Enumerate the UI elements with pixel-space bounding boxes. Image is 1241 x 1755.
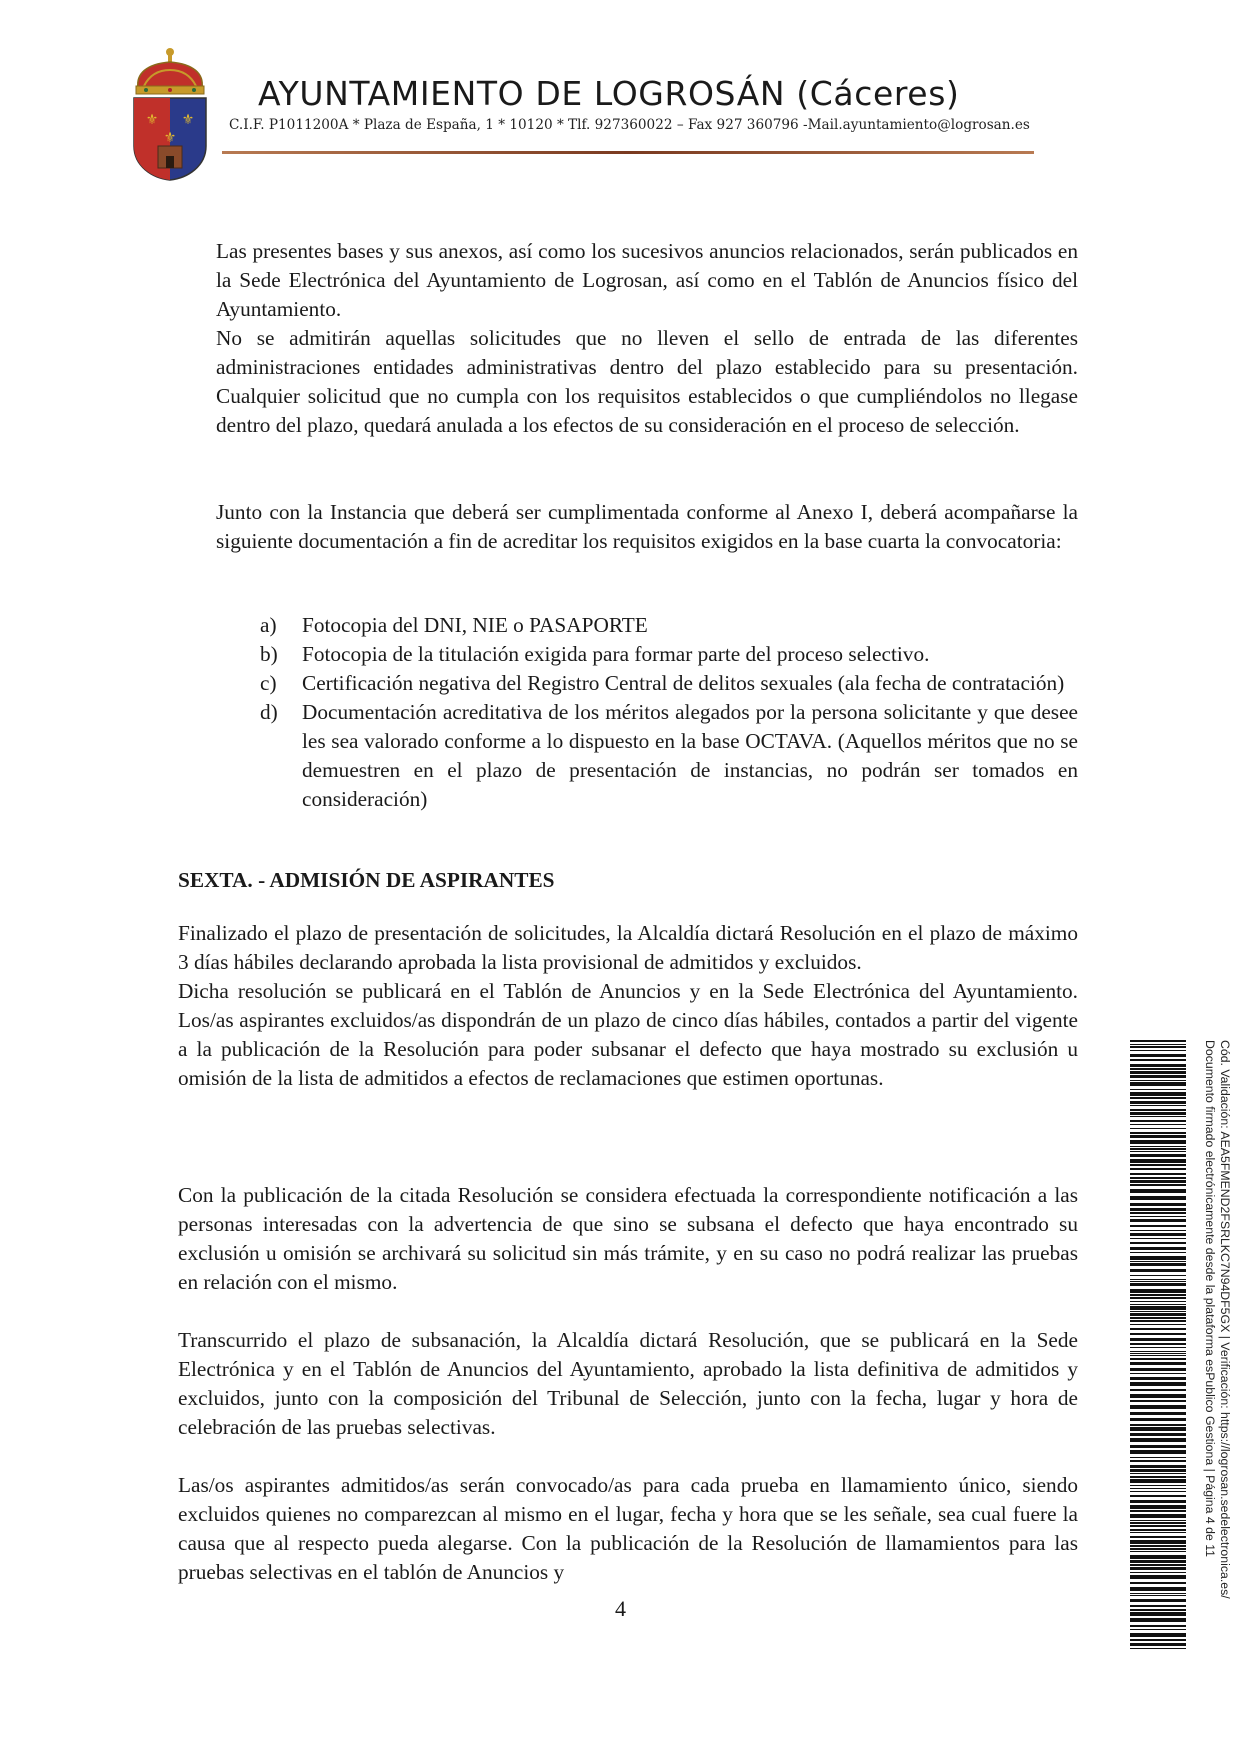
paragraph: Las/os aspirantes admitidos/as serán convocado/as para cada prueba en llamamiento único, siendo excluidos quienes no comparezcan al mismo en el lugar, fecha y hora que se les señale, sea cual fuere la causa que al respecto pueda alegarse. Con la publicación de la Resolución de llamamientos para las pruebas selectivas en el tablón de Anuncios y xyxy=(178,1473,1078,1584)
list-item-text: Certificación negativa del Registro Central de delitos sexuales (ala fecha de contratación) xyxy=(302,671,1065,695)
section-body xyxy=(178,919,1078,1093)
coat-of-arms-icon xyxy=(130,46,210,182)
list-item-text: Documentación acreditativa de los méritos alegados por la persona solicitante y que desee les sea valorado conforme a lo dispuesto en la base OCTAVA. (Aquellos méritos que no se demuestren en el plazo de presentación de instancias, no podrán ser tomados en consideración) xyxy=(302,700,1078,811)
verification-code-text: Cód. Validación: AEA5FMEND2FSRLKC7N94DF5GX | Verificación: https://logrosan.sedelectronica.es/ xyxy=(1218,1040,1232,1599)
svg-text:⚜: ⚜ xyxy=(163,131,177,146)
paragraph-block xyxy=(178,1181,1078,1297)
paragraph-block xyxy=(178,1471,1078,1587)
header-title: AYUNTAMIENTO DE LOGROSÁN (Cáceres) xyxy=(258,74,960,113)
verification-strip xyxy=(1192,1040,1232,1650)
header-divider xyxy=(222,151,1034,154)
verification-signature-text: Documento firmado electrónicamente desde la plataforma esPublico Gestiona | Página 4 de 11 xyxy=(1203,1040,1217,1558)
header-contact: C.I.F. P1011200A * Plaza de España, 1 * 10120 * Tlf. 927360022 – Fax 927 360796 -Mail.ayuntamiento@logrosan.es xyxy=(229,117,1030,133)
list-marker: d) xyxy=(260,700,278,724)
paragraph-block xyxy=(178,1326,1078,1442)
list-item xyxy=(260,669,1078,698)
paragraph: Junto con la Instancia que deberá ser cumplimentada conforme al Anexo I, deberá acompañarse la siguiente documentación a fin de acreditar los requisitos exigidos en la base cuarta la convocatoria: xyxy=(216,500,1078,553)
list-marker: a) xyxy=(260,613,277,637)
paragraph: Transcurrido el plazo de subsanación, la Alcaldía dictará Resolución, que se publicará en la Sede Electrónica y en el Tablón de Anuncios del Ayuntamiento, aprobado la lista definitiva de admitidos y excluidos, junto con la composición del Tribunal de Selección, junto con la fecha, lugar y hora de celebración de las pruebas selectivas. xyxy=(178,1328,1078,1439)
paragraph: Finalizado el plazo de presentación de solicitudes, la Alcaldía dictará Resolución en el plazo de máximo 3 días hábiles declarando aprobada la lista provisional de admitidos y excluidos. xyxy=(178,921,1078,974)
paragraph: Las presentes bases y sus anexos, así como los sucesivos anuncios relacionados, serán publicados en la Sede Electrónica del Ayuntamiento de Logrosan, así como en el Tablón de Anuncios físico del Ayuntamiento. xyxy=(216,239,1078,321)
svg-text:⚜: ⚜ xyxy=(145,113,159,128)
list-marker: b) xyxy=(260,642,278,666)
page-number: 4 xyxy=(615,1596,626,1621)
list-item-text: Fotocopia del DNI, NIE o PASAPORTE xyxy=(302,613,648,637)
section-heading: SEXTA. - ADMISIÓN DE ASPIRANTES xyxy=(178,868,555,892)
svg-text:⚜: ⚜ xyxy=(181,113,195,128)
paragraph-block xyxy=(216,498,1078,556)
paragraph: Dicha resolución se publicará en el Tablón de Anuncios y en la Sede Electrónica del Ayuntamiento. Los/as aspirantes excluidos/as dispondrán de un plazo de cinco días hábiles, contados a partir del vigente a la publicación de la Resolución para poder subsanar el defecto que haya mostrado su exclusión u omisión de la lista de admitidos a efectos de reclamaciones que estimen oportunas. xyxy=(178,979,1078,1090)
list-item xyxy=(260,640,1078,669)
documentation-list xyxy=(260,611,1078,814)
paragraph: Con la publicación de la citada Resolución se considera efectuada la correspondiente notificación a las personas interesadas con la advertencia de que sino se subsana el defecto que haya encontrado su exclusión u omisión se archivará su solicitud sin más trámite, y en su caso no podrá realizar las pruebas en relación con el mismo. xyxy=(178,1183,1078,1294)
list-marker: c) xyxy=(260,671,277,695)
barcode-icon xyxy=(1130,1040,1186,1650)
list-item xyxy=(260,698,1078,814)
intro-block xyxy=(216,237,1078,440)
paragraph: No se admitirán aquellas solicitudes que no lleven el sello de entrada de las diferentes administraciones entidades administrativas dentro del plazo establecido para su presentación. Cualquier solicitud que no cumpla con los requisitos establecidos o que cumpliéndolos no llegase dentro del plazo, quedará anulada a los efectos de su consideración en el proceso de selección. xyxy=(216,326,1078,437)
list-item xyxy=(260,611,1078,640)
list-item-text: Fotocopia de la titulación exigida para formar parte del proceso selectivo. xyxy=(302,642,930,666)
